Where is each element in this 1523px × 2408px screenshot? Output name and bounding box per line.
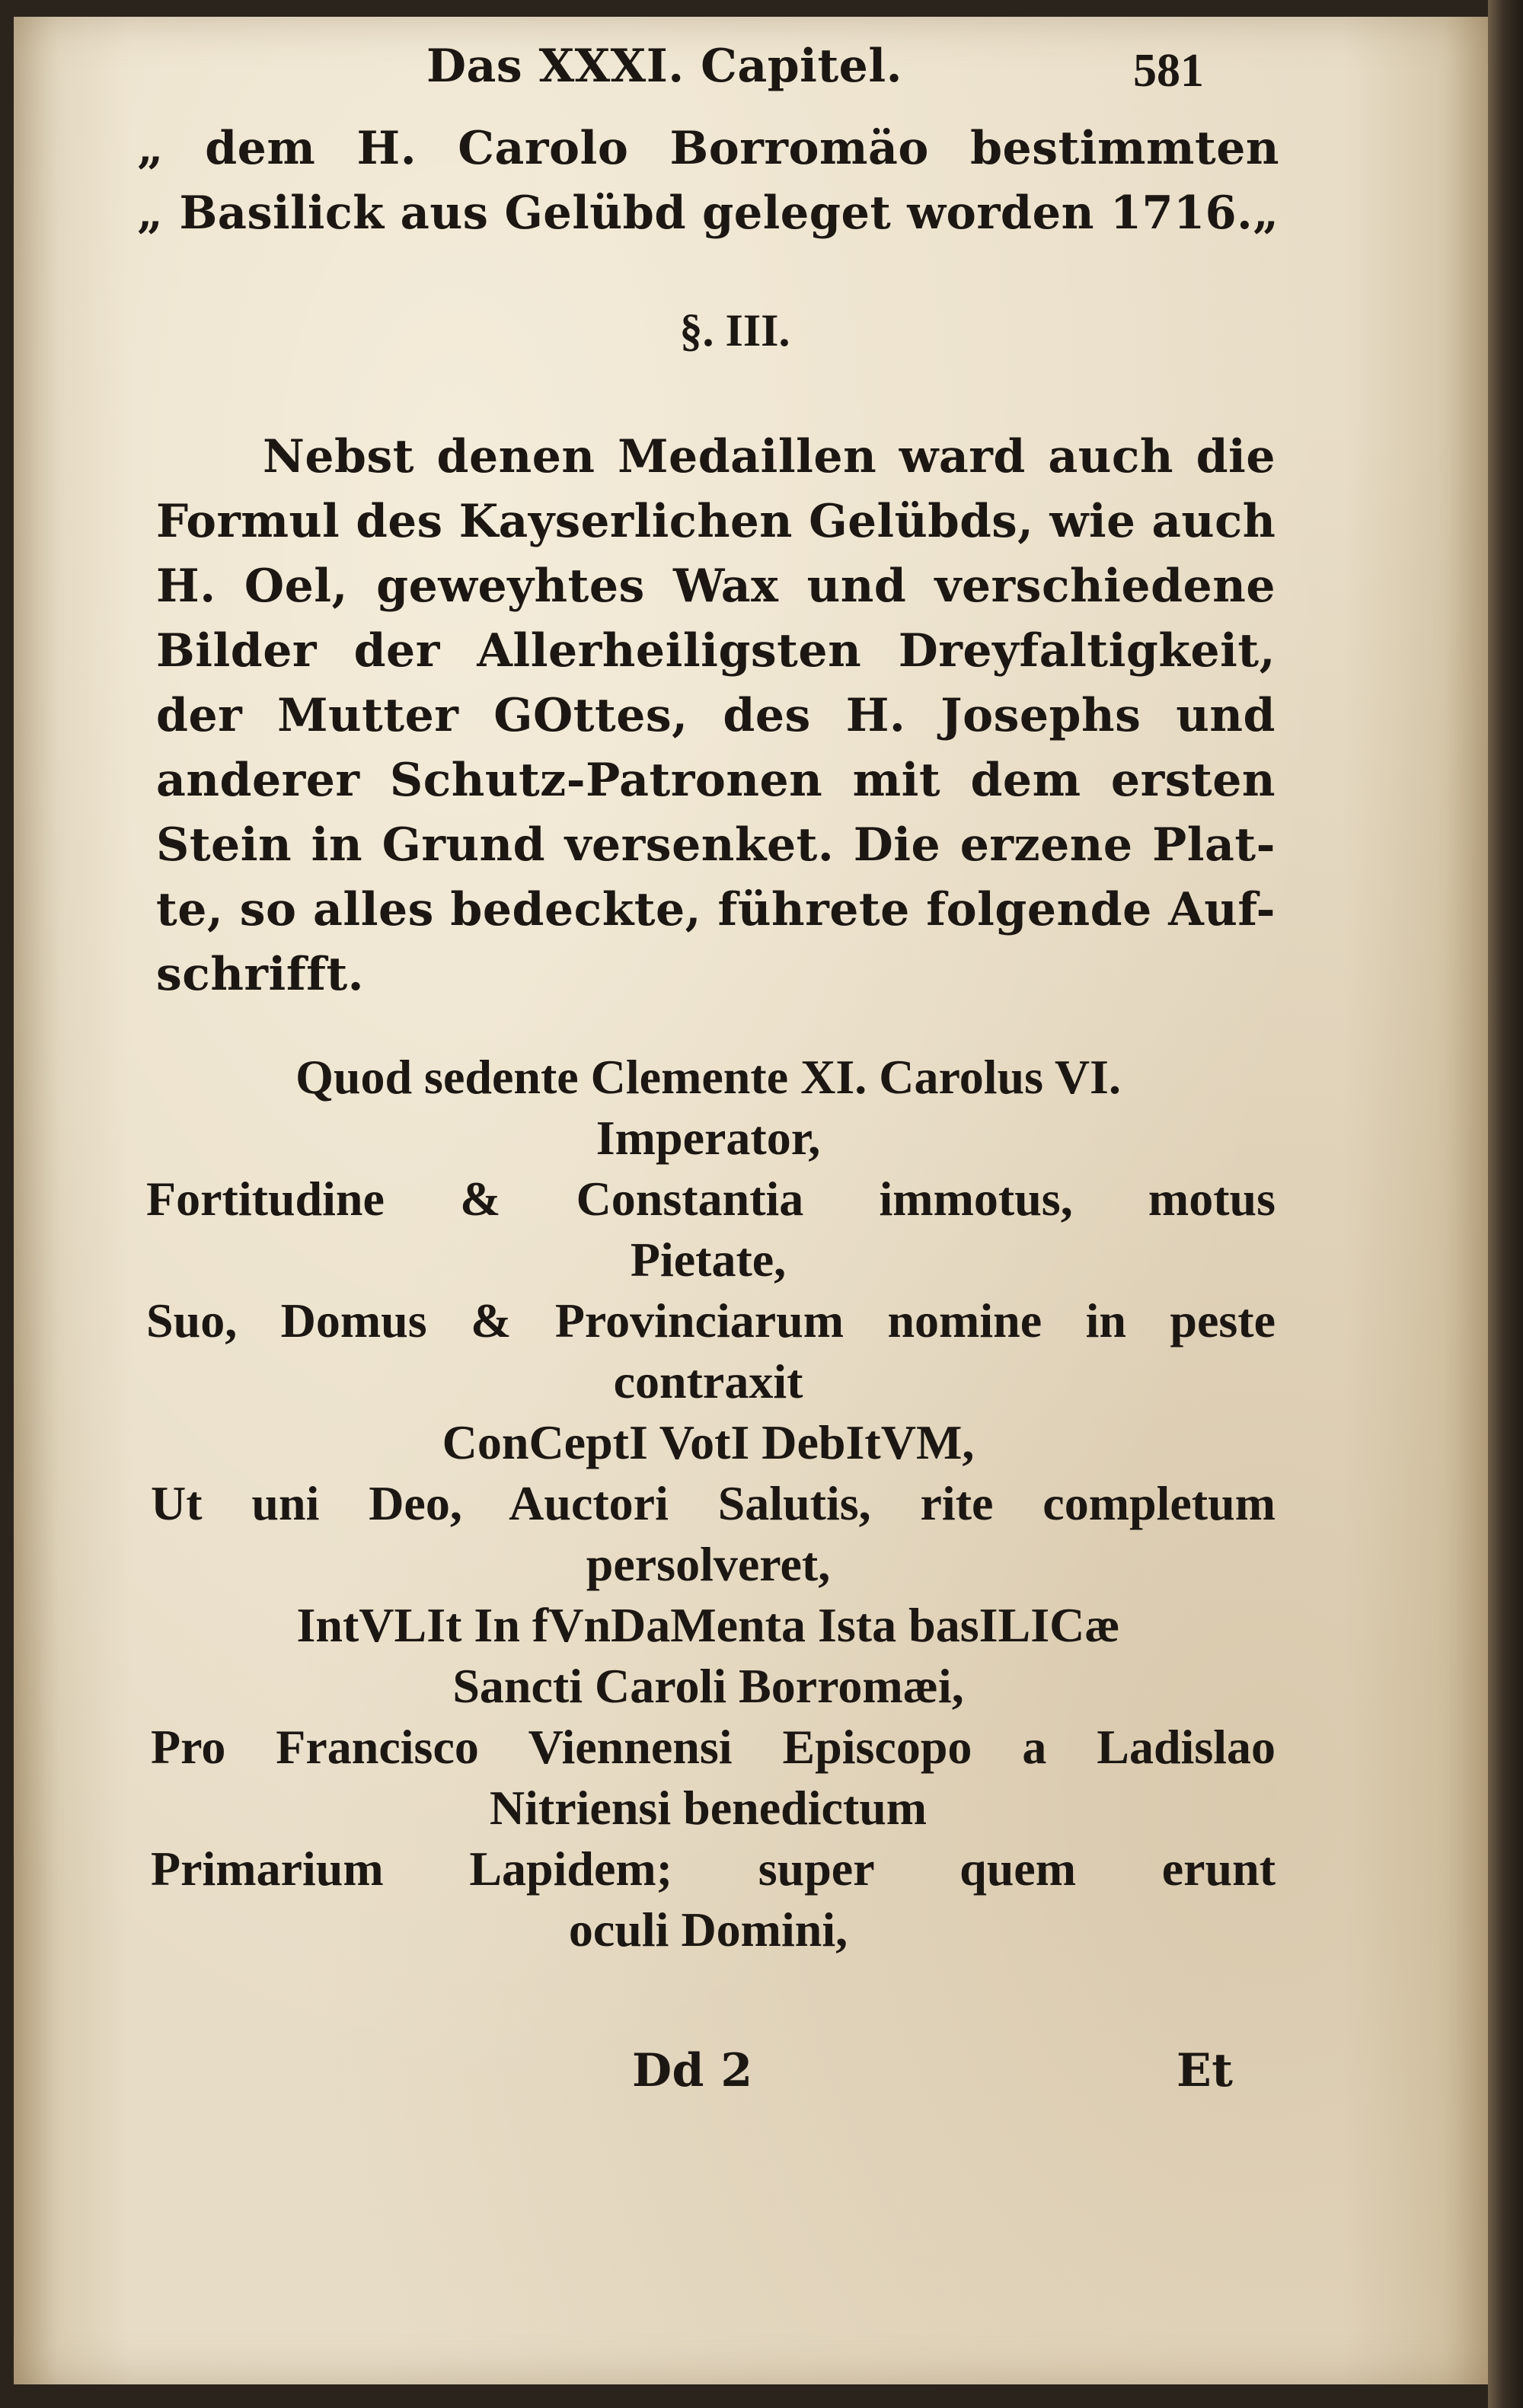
inscription-line-4: Pietate, xyxy=(630,1233,787,1287)
paragraph-line-8: te, so alles bedeckte, führete folgende Auf- xyxy=(156,883,1276,936)
inscription-line-7: ConCeptI VotI DebItVM, xyxy=(442,1415,975,1469)
paragraph-line-2: Formul des Kayserlichen Gelübds, wie auch xyxy=(156,495,1276,548)
inscription-line-5: Suo, Domus & Provinciarum nomine in peste xyxy=(146,1293,1276,1348)
paragraph-line-5: der Mutter GOttes, des H. Josephs und xyxy=(156,689,1276,742)
catchword: Et xyxy=(1177,2044,1234,2097)
signature-mark: Dd 2 xyxy=(632,2044,753,2097)
paragraph-line-4: Bilder der Allerheiligsten Dreyfaltigkeit, xyxy=(156,624,1276,678)
paragraph-line-7: Stein in Grund versenket. Die erzene Plat- xyxy=(156,818,1276,872)
inscription-line-12: Pro Francisco Viennensi Episcopo a Ladislao xyxy=(151,1720,1276,1774)
inscription-line-13: Nitriensi benedictum xyxy=(489,1781,928,1835)
quote-line-2: „ Basilick aus Gelübd geleget worden 1716.„ xyxy=(137,187,1279,240)
book-edge xyxy=(1488,0,1523,2408)
inscription-line-1: Quod sedente Clemente XI. Carolus VI. xyxy=(295,1050,1121,1104)
paragraph-line-6: anderer Schutz-Patronen mit dem ersten xyxy=(156,754,1276,807)
page-number: 581 xyxy=(1133,45,1204,97)
section-heading: §. III. xyxy=(679,305,790,356)
paragraph-line-3: H. Oel, geweyhtes Wax und verschiedene xyxy=(156,560,1276,613)
quote-line-1: „ dem H. Carolo Borromäo bestimmten xyxy=(137,122,1279,175)
inscription-line-9: persolveret, xyxy=(586,1537,831,1591)
inscription-line-14: Primarium Lapidem; super quem erunt xyxy=(151,1842,1276,1896)
inscription-line-2: Imperator, xyxy=(595,1111,821,1165)
inscription-line-8: Ut uni Deo, Auctori Salutis, rite completum xyxy=(151,1476,1276,1530)
inscription-line-15: oculi Domini, xyxy=(568,1902,848,1957)
running-title: Das XXXI. Capitel. xyxy=(426,40,903,93)
inscription-line-3: Fortitudine & Constantia immotus, motus xyxy=(146,1172,1276,1226)
paragraph-line-1: Nebst denen Medaillen ward auch die xyxy=(263,430,1276,483)
paragraph-line-9: schrifft. xyxy=(156,948,365,1001)
inscription-line-10: IntVLIt In fVnDaMenta Ista basILICæ xyxy=(296,1598,1120,1652)
inscription-line-11: Sancti Caroli Borromæi, xyxy=(452,1659,964,1713)
inscription-line-6: contraxit xyxy=(613,1354,803,1408)
